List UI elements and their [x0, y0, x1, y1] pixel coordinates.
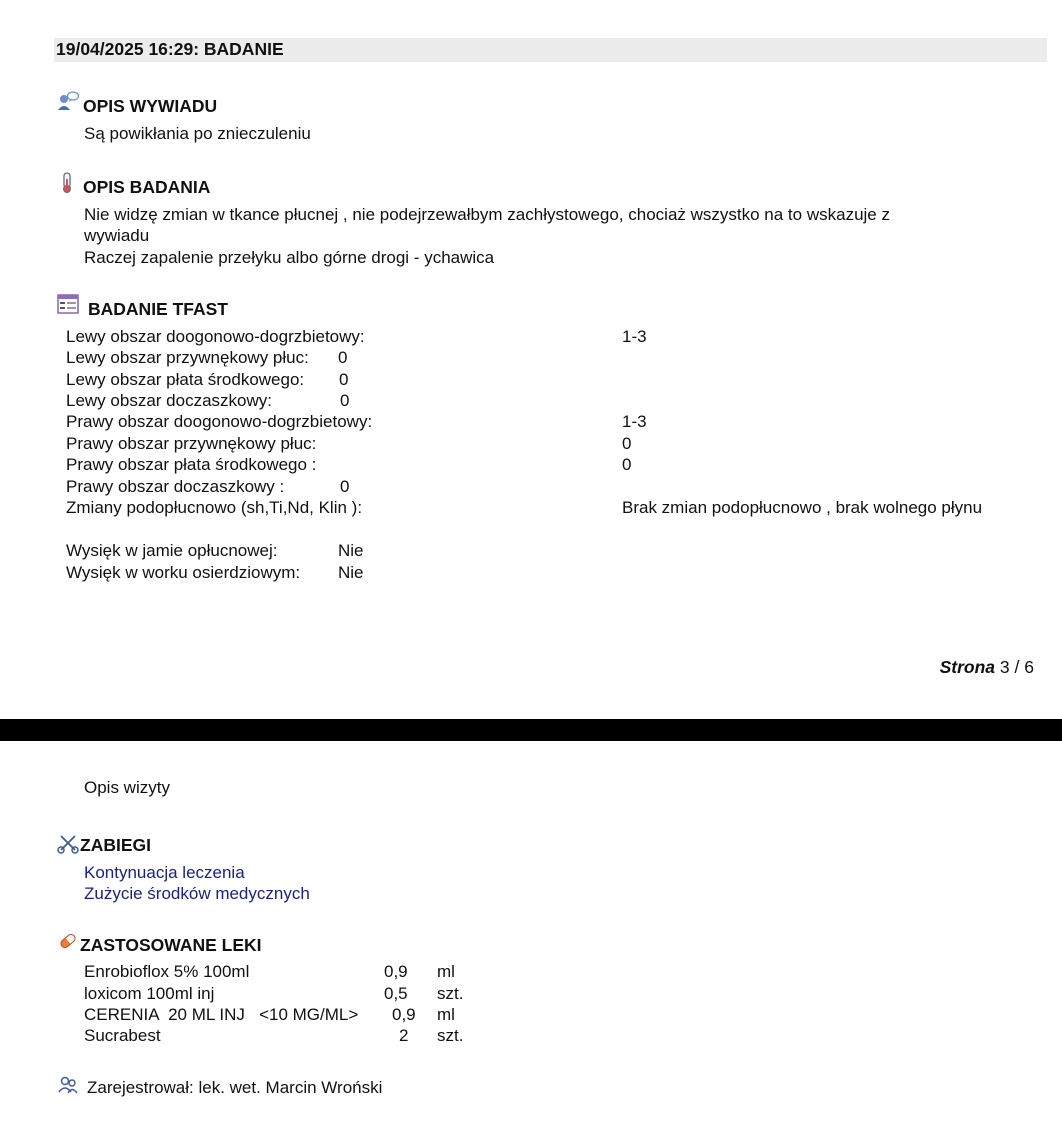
- tfast-value: 0: [622, 434, 632, 453]
- medication-unit: ml: [437, 1005, 455, 1024]
- tfast-label: Lewy obszar przywnękowy płuc:: [66, 348, 309, 367]
- procedure-item-link[interactable]: Kontynuacja leczenia: [84, 863, 245, 882]
- medication-name: Sucrabest: [84, 1026, 161, 1045]
- examination-section-title: OPIS BADANIA: [83, 177, 211, 197]
- medication-qty: 0,9: [384, 962, 408, 981]
- medications-section-title: ZASTOSOWANE LEKI: [80, 935, 262, 955]
- tfast-section-title: BADANIE TFAST: [88, 299, 228, 319]
- tfast-value: Nie: [338, 563, 364, 582]
- tfast-label: Lewy obszar doczaszkowy:: [66, 391, 272, 410]
- medication-qty: 0,5: [384, 984, 408, 1003]
- interview-icon: [57, 90, 79, 112]
- medication-unit: ml: [437, 962, 455, 981]
- tfast-value: 0: [622, 455, 632, 474]
- visit-header-title: 19/04/2025 16:29: BADANIE: [56, 39, 284, 59]
- page-total: / 6: [1014, 657, 1034, 677]
- tfast-label: Lewy obszar płata środkowego:: [66, 370, 305, 389]
- tfast-value: Brak zmian podopłucnowo , brak wolnego płynu: [622, 498, 983, 517]
- tfast-label: Prawy obszar doczaszkowy :: [66, 477, 285, 496]
- page-label: Strona: [939, 657, 996, 677]
- medication-unit: szt.: [437, 984, 464, 1003]
- tfast-value: 0: [339, 370, 349, 389]
- form-icon: [57, 294, 79, 314]
- tfast-label: Lewy obszar doogonowo-dogrzbietowy:: [66, 327, 365, 346]
- tfast-label: Wysięk w jamie opłucnowej:: [66, 541, 278, 560]
- medication-unit: szt.: [437, 1026, 464, 1045]
- interview-section-title: OPIS WYWIADU: [83, 96, 218, 116]
- tfast-value: 0: [340, 477, 350, 496]
- medication-qty: 0,9: [392, 1005, 416, 1024]
- examination-text-line-3: Raczej zapalenie przełyku albo górne drogi - ychawica: [84, 248, 495, 267]
- thermometer-icon: [60, 172, 74, 194]
- examination-text-line-2: wywiadu: [84, 226, 150, 245]
- tfast-label: Prawy obszar płata środkowego :: [66, 455, 317, 474]
- tfast-label: Wysięk w worku osierdziowym:: [66, 563, 301, 582]
- page-break-divider: [0, 719, 1062, 741]
- procedure-item-link[interactable]: Zużycie środków medycznych: [84, 884, 310, 903]
- pill-icon: [58, 931, 78, 951]
- tfast-value: 1-3: [622, 327, 647, 346]
- tfast-label: Zmiany podopłucnowo (sh,Ti,Nd, Klin ):: [66, 498, 363, 517]
- page-current: 3: [999, 657, 1010, 677]
- medication-qty: 2: [399, 1026, 409, 1045]
- medication-name: loxicom 100ml inj: [84, 984, 215, 1003]
- procedures-section-title: ZABIEGI: [80, 835, 151, 855]
- scissors-icon: [57, 832, 79, 854]
- page-number: [940, 655, 1034, 679]
- interview-text: Są powikłania po znieczuleniu: [84, 124, 311, 143]
- tfast-value: 1-3: [622, 412, 647, 431]
- visit-description: Opis wizyty: [84, 778, 170, 797]
- tfast-label: Prawy obszar doogonowo-dogrzbietowy:: [66, 412, 373, 431]
- examination-text-line-1: Nie widzę zmian w tkance płucnej , nie podejrzewałbym zachłystowego, chociaż wszystko na to wskazuje z: [84, 205, 890, 224]
- tfast-value: Nie: [338, 541, 364, 560]
- medication-name: CERENIA 20 ML INJ <10 MG/ML>: [84, 1005, 359, 1024]
- registered-by: Zarejestrował: lek. wet. Marcin Wroński: [87, 1078, 383, 1097]
- tfast-label: Prawy obszar przywnękowy płuc:: [66, 434, 317, 453]
- tfast-value: 0: [340, 391, 350, 410]
- tfast-value: 0: [338, 348, 348, 367]
- users-icon: [57, 1075, 79, 1095]
- medication-name: Enrobioflox 5% 100ml: [84, 962, 250, 981]
